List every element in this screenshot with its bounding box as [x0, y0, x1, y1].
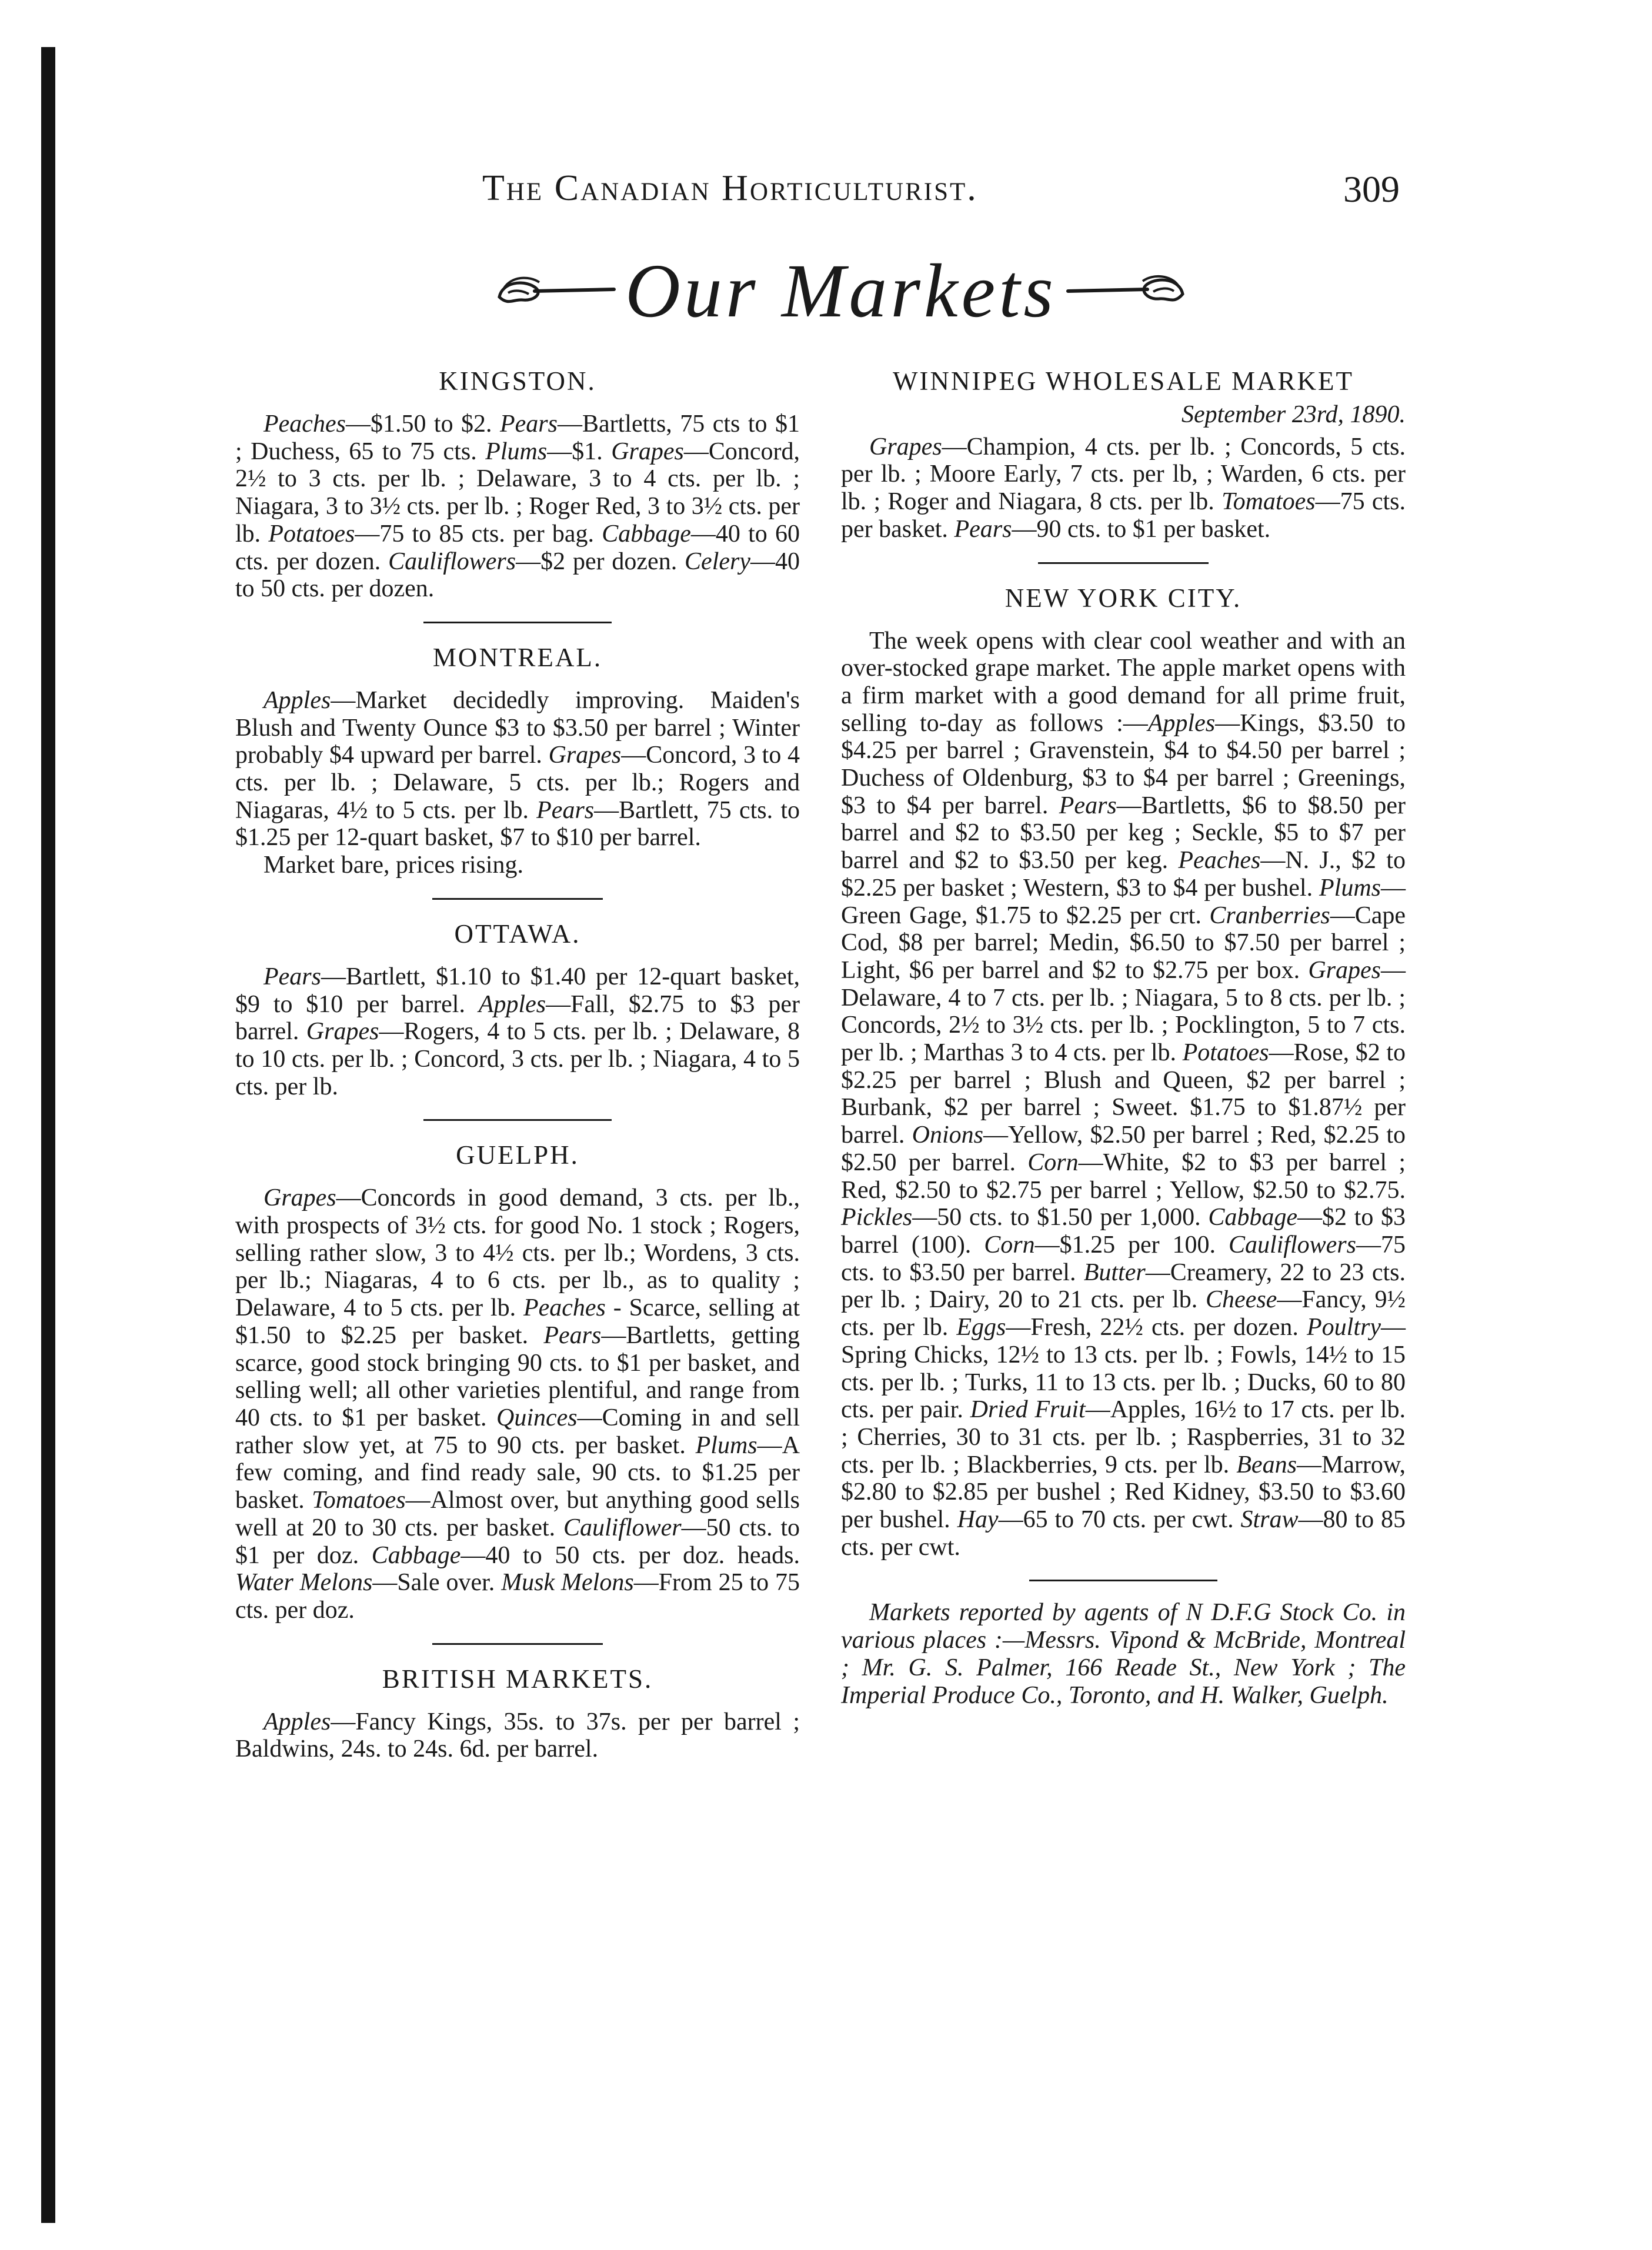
price-text: —Marrow, $2.80 to $2.85 per bushel ; Red Kidney, $3.50 to $3.60 per bushel.	[841, 1451, 1406, 1534]
section-title: MONTREAL.	[432, 642, 603, 672]
price-text: —40 to 60 cts. per dozen.	[235, 520, 800, 575]
commodity-label: Peaches	[1178, 847, 1261, 874]
price-text: —Bartlett, 75 cts. to $1.25 per 12-quart basket, $7 to $10 per barrel.	[235, 796, 800, 852]
price-text: —$1.25 per 100.	[1034, 1231, 1229, 1258]
commodity-label: Hay	[957, 1506, 999, 1534]
section-note: Market bare, prices rising.	[263, 852, 524, 879]
market-credits: Markets reported by agents of N D.F.G Stock Co. in various places :—Messrs. Vipond & McBride, Montreal ; Mr. G. S. Palmer, 166 Reade St., New York ; The Imperial Produce Co., Toronto, and H. Walker, Guelph.	[841, 1599, 1406, 1709]
price-text: —$1.	[547, 438, 612, 465]
section-body	[841, 433, 1406, 543]
price-text: —Delaware, 4 to 7 cts. per lb. ; Niagara, 5 to 8 cts. per lb. ; Concords, 2½ to 3½ cts. per lb. ; Pocklington, 5 to 7 cts. per lb. ; Marthas 3 to 4 cts. per lb.	[841, 956, 1406, 1067]
commodity-label: Peaches	[263, 410, 346, 438]
price-text: —Bartletts, getting scarce, good stock bringing 90 cts. to $1 per basket, and selling well; all other varieties plentiful, and range from 40 cts. to $1 per basket.	[235, 1321, 800, 1431]
price-text: —Concords in good demand, 3 cts. per lb., with prospects of 3½ cts. for good No. 1 stock ; Rogers, selling rather slow, 3 to 4½ cts. per lb.; Wordens, 3 cts. per lb.; Niagaras, 4 to 6 cts. per lb., as to quality ; Delaware, 4 to 5 cts. per lb.	[235, 1184, 800, 1322]
price-text: —80 to 85 cts. per cwt.	[841, 1506, 1406, 1561]
section-new-york	[841, 582, 1406, 1561]
price-text: —$2 per dozen.	[516, 548, 685, 575]
commodity-label: Apples	[478, 990, 546, 1018]
commodity-label: Potatoes	[1182, 1039, 1269, 1067]
section-divider	[1038, 562, 1209, 564]
commodity-label: Pears	[500, 410, 558, 438]
price-text: —40 to 50 cts. per dozen.	[235, 548, 800, 603]
commodity-label: Grapes	[869, 433, 942, 460]
hand-pointer-right-icon	[1059, 265, 1194, 318]
section-body	[235, 687, 800, 852]
dateline: September 23rd, 1890.	[1181, 401, 1406, 428]
right-column	[841, 365, 1406, 1709]
commodity-label: Celery	[685, 548, 750, 575]
commodity-label: Pears	[1059, 792, 1117, 819]
banner-title: Our Markets	[625, 249, 1057, 333]
commodity-label: Corn	[1027, 1149, 1079, 1176]
section-title: BRITISH MARKETS.	[382, 1664, 653, 1694]
price-text: —75 cts. to $3.50 per barrel.	[841, 1231, 1406, 1286]
intro-text: The week opens with clear cool weather and with an over-stocked grape market. The apple market opens with a firm market with a good demand for all prime fruit, selling to-day as follows :—	[841, 627, 1406, 737]
price-text: —Champion, 4 cts. per lb. ; Concords, 5 cts. per lb. ; Moore Early, 7 cts. per lb, ; Warden, 6 cts. per lb. ; Roger and Niagara, 8 cts. per lb.	[841, 433, 1406, 516]
commodity-label: Quinces	[496, 1404, 578, 1431]
commodity-label: Dried Fruit	[970, 1396, 1086, 1424]
section-banner	[459, 238, 1223, 344]
commodity-label: Pears	[263, 963, 321, 990]
price-text: —40 to 50 cts. per doz. heads.	[460, 1541, 800, 1569]
section-title: KINGSTON.	[439, 366, 596, 396]
price-text: —Cape Cod, $8 per barrel; Medin, $6.50 to $7.50 per barrel ; Light, $6 per barrel and $2 to $2.75 per box.	[841, 902, 1406, 984]
section-title: NEW YORK CITY.	[1004, 583, 1242, 613]
section-body	[235, 963, 800, 1101]
section-divider	[1029, 1580, 1217, 1581]
price-text: —A few coming, and find ready sale, 90 cts. to $1.25 per basket.	[235, 1431, 800, 1514]
commodity-label: Pears	[543, 1321, 602, 1349]
commodity-label: Tomatoes	[312, 1487, 406, 1514]
price-text: —Rogers, 4 to 5 cts. per lb. ; Delaware, 8 to 10 cts. per lb. ; Concord, 3 cts. per lb. ; Niagara, 4 to 5 cts. per lb.	[235, 1018, 800, 1100]
section-body	[235, 1708, 800, 1763]
price-text: —$1.50 to $2.	[345, 410, 500, 438]
commodity-label: Cauliflowers	[1228, 1231, 1356, 1258]
price-text: —90 cts. to $1 per basket.	[1012, 515, 1271, 543]
section-guelph	[235, 1139, 800, 1624]
commodity-label: Cranberries	[1209, 902, 1330, 929]
price-text: - Scarce, selling at $1.50 to $2.25 per basket.	[235, 1294, 800, 1349]
commodity-label: Cabbage	[602, 520, 691, 548]
price-text: —Rose, $2 to $2.25 per barrel ; Blush and Queen, $2 per barrel ; Burbank, $2 per barrel ; Sweet. $1.75 to $1.87½ per barrel.	[841, 1039, 1406, 1149]
commodity-label: Grapes	[306, 1018, 379, 1046]
section-montreal	[235, 641, 800, 879]
commodity-label: Apples	[1147, 709, 1216, 737]
price-text: —Fancy Kings, 35s. to 37s. per per barrel ; Baldwins, 24s. to 24s. 6d. per barrel.	[235, 1708, 800, 1763]
commodity-label: Peaches	[523, 1294, 606, 1322]
commodity-label: Eggs	[956, 1314, 1006, 1341]
price-text: —Kings, $3.50 to $4.25 per barrel ; Gravenstein, $4 to $4.50 per barrel ; Duchess of Oldenburg, $3 to $4 per barrel ; Greenings, $3 to $4 per barrel.	[841, 709, 1406, 819]
commodity-label: Cauliflower	[563, 1514, 682, 1541]
commodity-label: Grapes	[548, 742, 622, 769]
commodity-label: Plums	[695, 1431, 757, 1459]
price-text: —Concord, 3 to 4 cts. per lb. ; Delaware, 5 cts. per lb.; Rogers and Niagaras, 4½ to 5 cts. per lb.	[235, 742, 800, 824]
section-title: OTTAWA.	[454, 919, 581, 949]
price-text: —Bartlett, $1.10 to $1.40 per 12-quart basket, $9 to $10 per barrel.	[235, 963, 800, 1018]
price-text: —75 cts. per basket.	[841, 488, 1406, 543]
section-body	[841, 627, 1406, 1561]
price-text: —Spring Chicks, 12½ to 13 cts. per lb. ; Fowls, 14½ to 15 cts. per lb. ; Turks, 11 to 13 cts. per lb. ; Ducks, 60 to 80 cts. per pair.	[841, 1314, 1406, 1424]
commodity-label: Tomatoes	[1222, 488, 1316, 516]
commodity-label: Butter	[1083, 1258, 1146, 1286]
section-divider	[432, 1643, 603, 1645]
price-text: —Yellow, $2.50 per barrel ; Red, $2.25 to $2.50 per barrel.	[841, 1121, 1406, 1176]
commodity-label: Beans	[1236, 1451, 1297, 1478]
page-header	[482, 168, 1400, 221]
commodity-label: Cabbage	[371, 1541, 461, 1569]
price-text: —Fresh, 22½ cts. per dozen.	[1006, 1314, 1307, 1341]
section-british-markets	[235, 1663, 800, 1763]
section-kingston	[235, 365, 800, 603]
price-text: —50 cts. to $1 per doz.	[235, 1514, 800, 1569]
price-text: —$2 to $3 barrel (100).	[841, 1204, 1406, 1258]
section-title: GUELPH.	[456, 1140, 579, 1170]
commodity-label: Pickles	[841, 1204, 913, 1231]
price-text: —Bartletts, $6 to $8.50 per barrel and $2 to $3.50 per keg ; Seckle, $5 to $7 per barrel and $2 to $3.50 per keg.	[841, 792, 1406, 874]
commodity-label: Cabbage	[1208, 1204, 1297, 1231]
commodity-label: Pears	[536, 796, 595, 824]
price-text: —65 to 70 cts. per cwt.	[998, 1506, 1241, 1534]
price-text: —Fancy, 9½ cts. per lb.	[841, 1286, 1406, 1341]
price-text: —Concord, 2½ to 3 cts. per lb. ; Delaware, 3 to 4 cts. per lb. ; Niagara, 3 to 3½ cts. per lb. ; Roger Red, 3 to 3½ cts. per lb.	[235, 438, 800, 548]
commodity-label: Grapes	[1308, 956, 1381, 984]
commodity-label: Onions	[912, 1121, 984, 1149]
price-text: —Apples, 16½ to 17 cts. per lb. ; Cherries, 30 to 31 cts. per lb. ; Raspberries, 31 to 32 cts. per lb. ; Blackberries, 9 cts. per lb.	[841, 1396, 1406, 1478]
price-text: —Creamery, 22 to 23 cts. per lb. ; Dairy, 20 to 21 cts. per lb.	[841, 1258, 1406, 1314]
commodity-label: Cauliflowers	[388, 548, 516, 575]
price-text: —Green Gage, $1.75 to $2.25 per crt.	[841, 874, 1406, 929]
price-text: —Fall, $2.75 to $3 per barrel.	[235, 990, 800, 1046]
commodity-label: Pears	[954, 515, 1012, 543]
price-text: —From 25 to 75 cts. per doz.	[235, 1569, 800, 1624]
price-text: —75 to 85 cts. per bag.	[355, 520, 602, 548]
price-text: —50 cts. to $1.50 per 1,000.	[912, 1204, 1209, 1231]
commodity-label: Plums	[485, 438, 548, 465]
section-divider	[423, 1119, 612, 1121]
running-title: The Canadian Horticulturist.	[482, 168, 978, 208]
commodity-label: Water Melons	[235, 1569, 373, 1597]
section-body	[235, 1184, 800, 1624]
page-number: 309	[1343, 168, 1400, 210]
commodity-label: Straw	[1240, 1506, 1299, 1534]
commodity-label: Plums	[1319, 874, 1381, 902]
commodity-label: Cheese	[1206, 1286, 1277, 1314]
commodity-label: Grapes	[611, 438, 684, 465]
book-binding-edge	[41, 47, 55, 2223]
price-text: —White, $2 to $3 per barrel ; Red, $2.50 to $2.75 per barrel ; Yellow, $2.50 to $2.75.	[841, 1149, 1406, 1204]
commodity-label: Musk Melons	[501, 1569, 634, 1597]
section-divider	[423, 622, 612, 623]
section-ottawa	[235, 917, 800, 1101]
hand-pointer-left-icon	[488, 265, 623, 318]
commodity-label: Corn	[984, 1231, 1035, 1258]
commodity-label: Potatoes	[268, 520, 355, 548]
commodity-label: Apples	[263, 686, 331, 714]
left-column	[235, 365, 800, 1763]
section-winnipeg	[841, 365, 1406, 543]
commodity-label: Poultry	[1307, 1314, 1381, 1341]
price-text: —Almost over, but anything good sells well at 20 to 30 cts. per basket.	[235, 1487, 800, 1541]
commodity-label: Grapes	[263, 1184, 336, 1212]
price-text: —Sale over.	[372, 1569, 502, 1597]
commodity-label: Apples	[263, 1708, 331, 1735]
section-divider	[432, 898, 603, 900]
price-text: —Coming in and sell rather slow yet, at 75 to 90 cts. per basket.	[235, 1404, 800, 1459]
price-text: —N. J., $2 to $2.25 per basket ; Western, $3 to $4 per bushel.	[841, 847, 1406, 902]
section-body	[235, 410, 800, 603]
price-text: —Bartletts, 75 cts to $1 ; Duchess, 65 to 75 cts.	[235, 410, 800, 465]
price-text: —Market decidedly improving. Maiden's Blush and Twenty Ounce $3 to $3.50 per barrel ; Winter probably $4 upward per barrel.	[235, 686, 800, 769]
section-title: WINNIPEG WHOLESALE MARKET	[892, 366, 1354, 396]
